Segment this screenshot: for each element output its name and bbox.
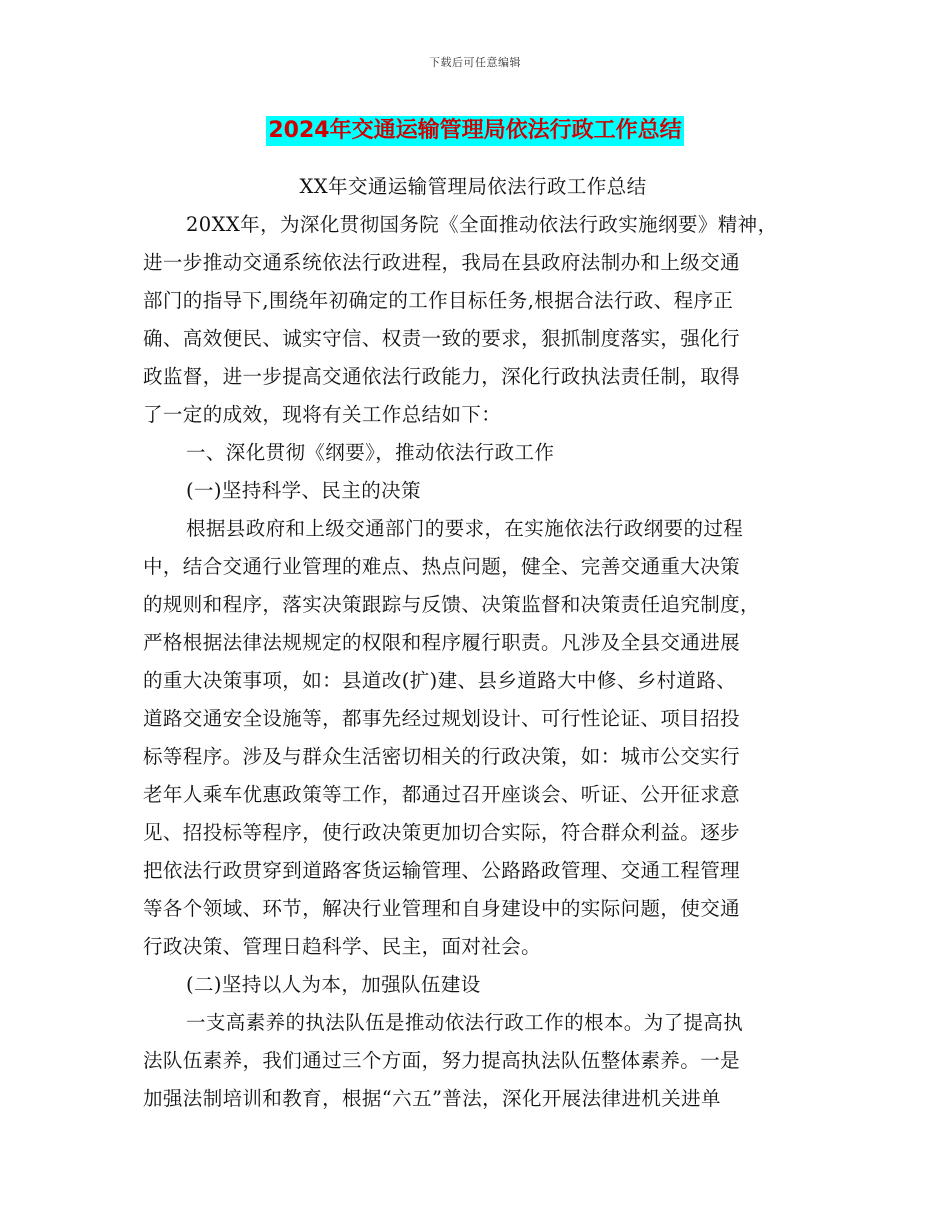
paragraph-line: 部门的指导下,围绕年初确定的工作目标任务,根据合法行政、程序正 xyxy=(143,289,734,312)
paragraph-line: 法队伍素养，我们通过三个方面，努力提高执法队伍整体素养。一是 xyxy=(143,1049,741,1072)
paragraph-line: 的规则和程序，落实决策跟踪与反馈、决策监督和决策责任追究制度， xyxy=(143,593,760,616)
paragraph-line: 老年人乘车优惠政策等工作，都通过召开座谈会、听证、公开征求意 xyxy=(143,783,741,806)
header-note: 下载后可任意编辑 xyxy=(429,56,521,69)
paragraph-line: 进一步推动交通系统依法行政进程，我局在县政府法制办和上级交通 xyxy=(143,251,741,274)
paragraph-line: 确、高效便民、诚实守信、权责一致的要求，狠抓制度落实，强化行 xyxy=(143,327,741,350)
paragraph-line: 把依法行政贯穿到道路客货运输管理、公路路政管理、交通工程管理 xyxy=(143,859,741,882)
paragraph-line: 了一定的成效，现将有关工作总结如下： xyxy=(143,403,502,426)
paragraph-line: 见、招投标等程序，使行政决策更加切合实际，符合群众利益。逐步 xyxy=(143,821,741,844)
paragraph-line: 严格根据法律法规规定的权限和程序履行职责。凡涉及全县交通进展 xyxy=(143,631,741,654)
paragraph-line: 的重大决策事项，如：县道改(扩)建、县乡道路大中修、乡村道路、 xyxy=(143,669,737,692)
subtitle-line: XX年交通运输管理局依法行政工作总结 xyxy=(299,175,647,198)
subsection-heading: (一)坚持科学、民主的决策 xyxy=(186,479,421,502)
subsection-heading: (二)坚持以人为本，加强队伍建设 xyxy=(186,973,481,996)
paragraph-line: 等各个领域、环节，解决行业管理和自身建设中的实际问题，使交通 xyxy=(143,897,741,920)
paragraph-line: 政监督，进一步提高交通依法行政能力，深化行政执法责任制，取得 xyxy=(143,365,741,388)
paragraph-line: 20XX年，为深化贯彻国务院《全面推动依法行政实施纲要》精神， xyxy=(186,213,778,236)
paragraph-line: 加强法制培训和教育，根据“六五”普法，深化开展法律进机关进单 xyxy=(143,1087,721,1110)
paragraph-line: 根据县政府和上级交通部门的要求，在实施依法行政纲要的过程 xyxy=(186,517,744,540)
paragraph-line: 一支高素养的执法队伍是推动依法行政工作的根本。为了提高执 xyxy=(186,1011,744,1034)
paragraph-line: 标等程序。涉及与群众生活密切相关的行政决策，如：城市公交实行 xyxy=(143,745,741,768)
section-heading: 一、深化贯彻《纲要》，推动依法行政工作 xyxy=(186,441,555,464)
paragraph-line: 道路交通安全设施等，都事先经过规划设计、可行性论证、项目招投 xyxy=(143,707,741,730)
document-title-wrapper xyxy=(0,116,950,146)
paragraph-line: 行政决策、管理日趋科学、民主，面对社会。 xyxy=(143,935,542,958)
paragraph-line: 中，结合交通行业管理的难点、热点问题，健全、完善交通重大决策 xyxy=(143,555,741,578)
document-body xyxy=(143,168,813,1118)
document-title: 2024年交通运输管理局依法行政工作总结 xyxy=(266,116,683,146)
